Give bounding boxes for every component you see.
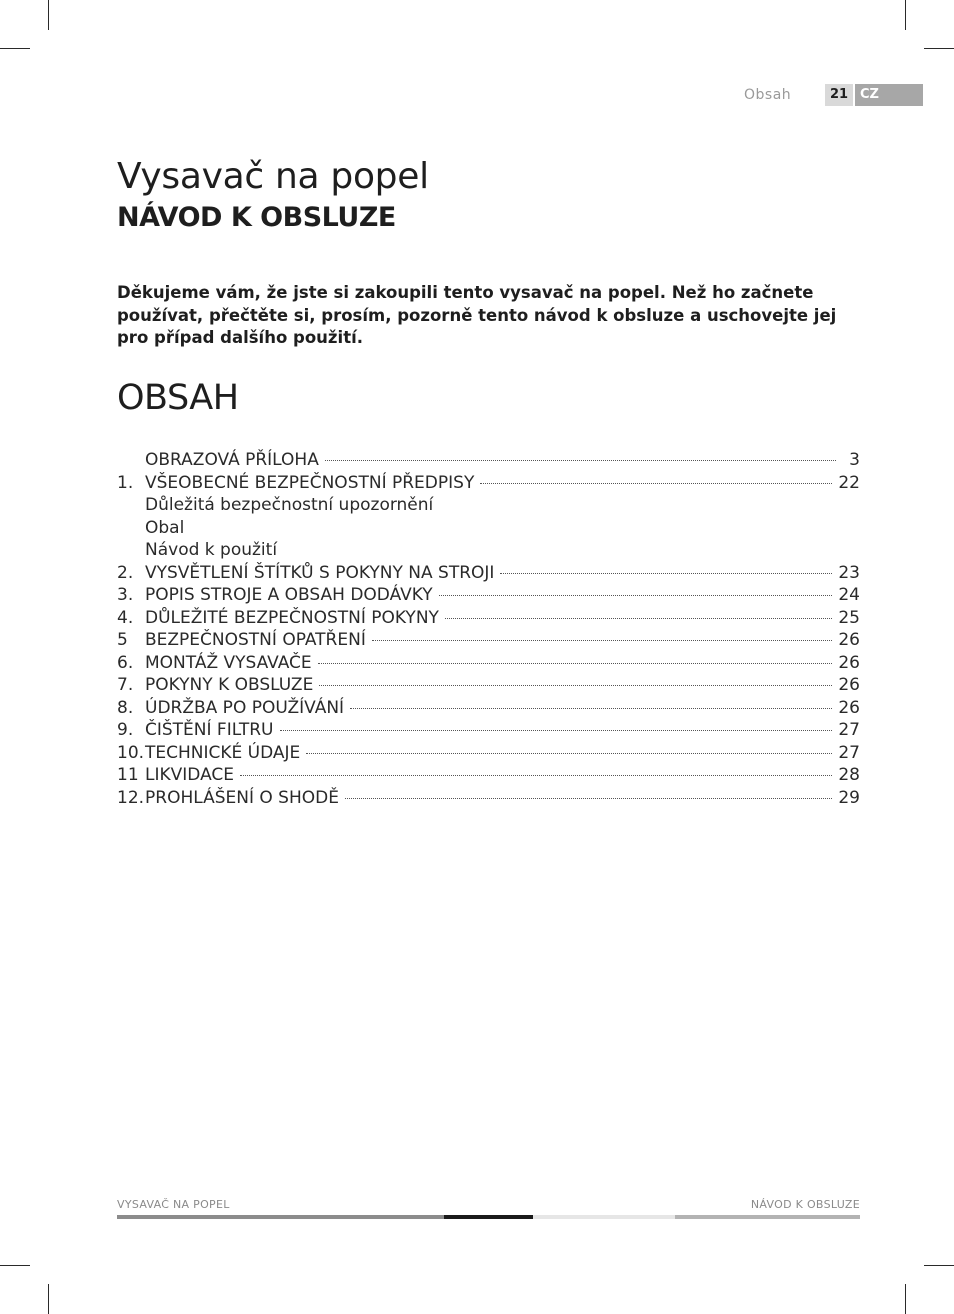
footer-bar-segment <box>533 1215 675 1219</box>
toc-entry <box>117 563 860 586</box>
footer-bar-segment <box>675 1215 860 1219</box>
toc-entry-label: ÚDRŽBA PO POUŽÍVÁNÍ <box>145 697 345 718</box>
toc-entry <box>117 473 860 496</box>
toc-entry-page: 26 <box>838 675 860 695</box>
crop-mark <box>905 0 906 30</box>
header-section-label: Obsah <box>744 87 792 103</box>
intro-paragraph: Děkujeme vám, že jste si zakoupili tento vysavač na popel. Než ho začnete používat, přečtěte si, prosím, pozorně tento návod k obsluze a uschovejte jej pro případ dalšího použití. <box>117 283 837 347</box>
table-of-contents <box>117 450 860 810</box>
toc-entry-label: LIKVIDACE <box>145 765 235 785</box>
toc-entry-number: 9. <box>117 720 134 740</box>
crop-mark <box>0 1265 30 1266</box>
toc-entry <box>117 518 860 541</box>
toc-entry-page: 25 <box>838 607 860 628</box>
toc-entry-label: OBRAZOVÁ PŘÍLOHA <box>145 450 319 470</box>
toc-entry-page: 22 <box>838 472 860 493</box>
toc-entry <box>117 765 860 788</box>
toc-entry-page: 27 <box>838 720 860 740</box>
toc-entry-page: 29 <box>838 787 860 808</box>
footer-product-name: VYSAVAČ NA POPEL <box>117 1198 230 1211</box>
toc-leader-dots <box>280 730 833 731</box>
crop-mark <box>0 48 30 49</box>
crop-mark <box>48 1284 49 1314</box>
toc-entry-label: ČIŠTĚNÍ FILTRU <box>145 720 274 740</box>
footer-bar-segment <box>117 1215 444 1219</box>
toc-leader-dots <box>372 640 833 641</box>
toc-entry-page: 26 <box>838 697 860 718</box>
header-language-badge: CZ <box>855 84 923 106</box>
document-subtitle: NÁVOD K OBSLUZE <box>117 202 396 233</box>
toc-entry <box>117 608 860 631</box>
toc-leader-dots <box>306 753 832 754</box>
crop-mark <box>924 48 954 49</box>
toc-leader-dots <box>318 663 833 664</box>
toc-entry-number: 5 <box>117 630 128 650</box>
crop-mark <box>924 1265 954 1266</box>
crop-mark <box>905 1284 906 1314</box>
toc-entry-number: 1. <box>117 472 134 493</box>
toc-entry-page: 23 <box>838 562 860 583</box>
toc-leader-dots <box>319 685 832 686</box>
toc-entry-number: 7. <box>117 675 134 695</box>
footer-document-type: NÁVOD K OBSLUZE <box>750 1198 860 1211</box>
toc-entry-number: 8. <box>117 697 134 718</box>
toc-entry-number: 2. <box>117 562 134 583</box>
toc-entry-page: 26 <box>838 630 860 650</box>
toc-leader-dots <box>240 775 832 776</box>
toc-entry-number: 6. <box>117 652 134 673</box>
toc-entry-number: 4. <box>117 607 134 628</box>
toc-entry-label: VŠEOBECNÉ BEZPEČNOSTNÍ PŘEDPISY <box>145 472 475 493</box>
toc-entry <box>117 495 860 518</box>
document-title: Vysavač na popel <box>117 156 429 197</box>
toc-entry <box>117 720 860 743</box>
toc-entry-number: 10. <box>117 742 145 763</box>
toc-entry-label: POKYNY K OBSLUZE <box>145 675 314 695</box>
toc-leader-dots <box>350 708 832 709</box>
toc-entry <box>117 653 860 676</box>
toc-leader-dots <box>445 618 832 619</box>
toc-entry <box>117 743 860 766</box>
toc-entry-page: 3 <box>849 450 860 470</box>
toc-entry-label: DŮLEŽITÉ BEZPEČNOSTNÍ POKYNY <box>145 607 439 628</box>
crop-mark <box>48 0 49 30</box>
toc-entry-number: 3. <box>117 585 134 605</box>
toc-leader-dots <box>439 595 833 596</box>
toc-entry <box>117 630 860 653</box>
toc-entry-page: 27 <box>838 742 860 763</box>
toc-entry <box>117 585 860 608</box>
toc-entry-label: Důležitá bezpečnostní upozornění <box>145 495 434 515</box>
toc-entry <box>117 675 860 698</box>
toc-entry-label: MONTÁŽ VYSAVAČE <box>145 652 312 673</box>
toc-entry-label: Obal <box>145 517 185 538</box>
contents-heading: OBSAH <box>117 378 239 418</box>
toc-leader-dots <box>500 573 832 574</box>
toc-entry-label: VYSVĚTLENÍ ŠTÍTKŮ S POKYNY NA STROJI <box>145 562 495 583</box>
toc-entry-page: 28 <box>838 765 860 785</box>
toc-entry-page: 24 <box>838 585 860 605</box>
toc-entry-label: Návod k použití <box>145 540 278 560</box>
toc-entry-label: PROHLÁŠENÍ O SHODĚ <box>145 787 339 808</box>
toc-entry-label: TECHNICKÉ ÚDAJE <box>145 742 301 763</box>
toc-entry-number: 11 <box>117 765 139 785</box>
footer-bar-segment <box>444 1215 533 1219</box>
toc-entry-number: 12. <box>117 787 145 808</box>
toc-leader-dots <box>325 460 836 461</box>
toc-entry-page: 26 <box>838 652 860 673</box>
toc-entry-label: POPIS STROJE A OBSAH DODÁVKY <box>145 585 433 605</box>
toc-entry <box>117 698 860 721</box>
toc-entry <box>117 540 860 563</box>
toc-leader-dots <box>480 483 832 484</box>
toc-entry <box>117 450 860 473</box>
toc-leader-dots <box>345 798 832 799</box>
toc-entry-label: BEZPEČNOSTNÍ OPATŘENÍ <box>145 630 366 650</box>
header-page-number: 21 <box>825 84 853 106</box>
toc-entry <box>117 788 860 811</box>
